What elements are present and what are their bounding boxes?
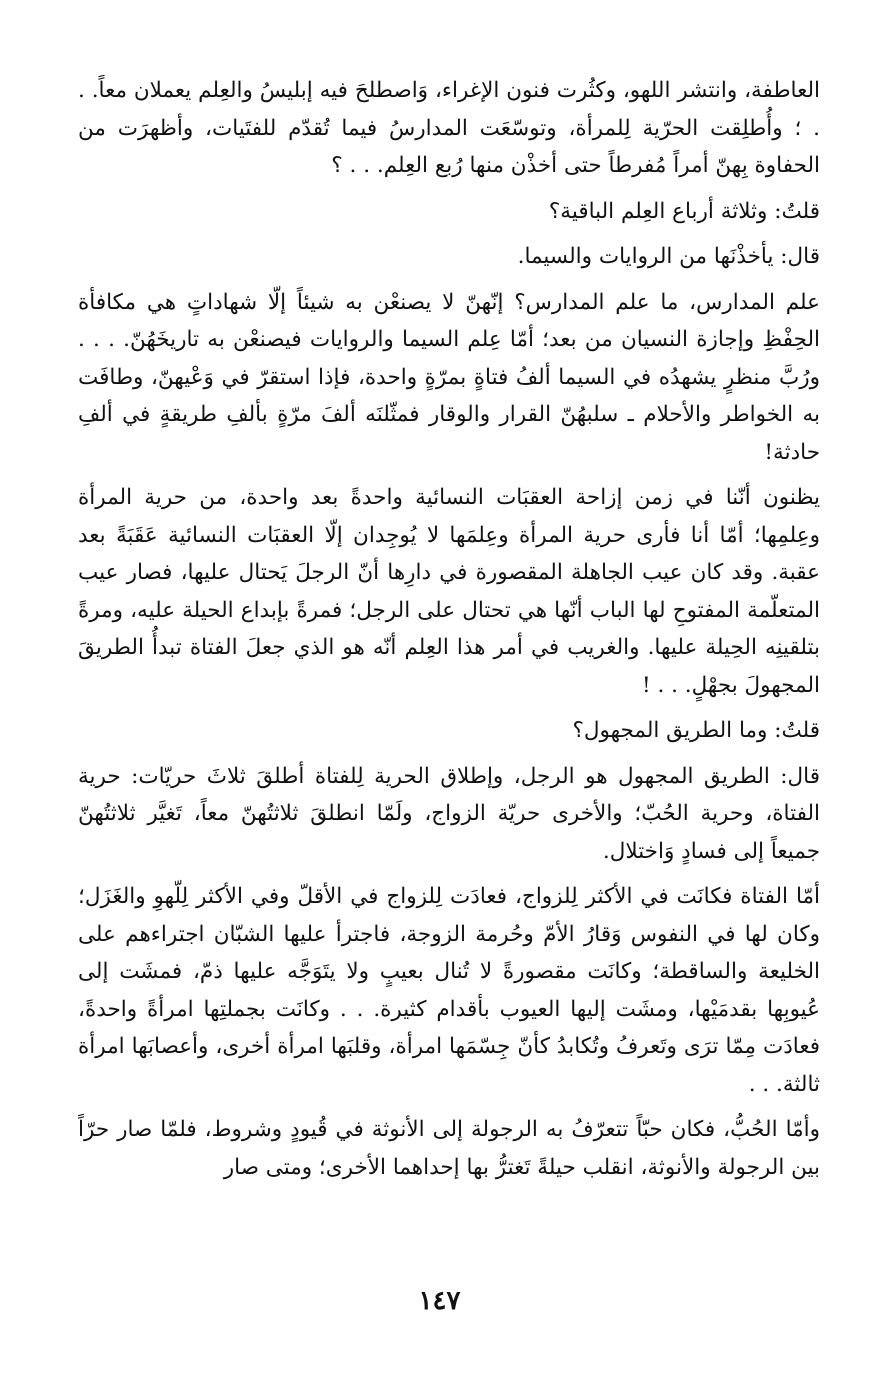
paragraph-8: أمّا الفتاة فكانَت في الأكثر لِلزواج، فعادَت لِلزواج في الأقلّ وفي الأكثر لِلّهوِ والغَزَل؛ وكان لها في النفوس وَقارُ الأمّ وحُرمة الزوجة، فاجترأ عليها الشبّان اجتراءهم على الخليعة والساقطة؛ وكانَت مقصورةً لا تُنال بعيبٍ ولا يتَوَجَّه عليها ذمّ، فمشَت إلى عُيوبِها بقدمَيْها، ومشَت إليها العيوب بأقدام كثيرة. . . وكانَت بجملتِها امرأةً واحدةً، فعادَت مِمّا ترَى وتَعرفُ وتُكابدُ كأنّ جِسّمَها امرأة، وقلبَها امرأة أخرى، وأعصابَها امرأة ثالثة. . . <box>78 884 820 1097</box>
paragraph-3: قال: يأخذْنَها من الروايات والسيما. <box>517 244 820 269</box>
paragraph-7: قال: الطريق المجهول هو الرجل، وإطلاق الحرية لِلفتاة أطلقَ ثلاثَ حريّات: حرية الفتاة، وحرية الحُبّ؛ والأخرى حريّة الزواج، ولَمّا انطلقَ ثلاثتُهنّ معاً، تَغيَّر ثلاثتُهنّ جميعاً إلى فسادٍ وَاختلال. <box>78 763 820 864</box>
page-number: ١٤٧ <box>418 1286 461 1316</box>
paragraph-2: قلتُ: وثلاثة أرباع العِلم الباقية؟ <box>548 198 820 224</box>
paragraph-4: علم المدارس، ما علم المدارس؟ إنّهنّ لا يصنعْن به شيئاً إلّا شهاداتٍ هي مكافأة الحِفْظِ وإجازة النسيان من بعد؛ أمّا عِلم السيما والروايات فيصنعْن به تاريخَهُنّ. . . . ورُبَّ منظرٍ يشهدُه في السيما ألفُ فتاةٍ بمرّةٍ واحدة، فإذا استقرّ في وَعْيهنّ، وطافَت به الخواطر والأحلام ـ سلبهُنّ القرار والوقار فمثّلنَه ألفَ مرّةٍ بألفِ طريقةٍ في ألفِ حادثة! <box>78 289 820 465</box>
paragraph-1: العاطفة، وانتشر اللهو، وكثُرت فنون الإغراء، وَاصطلحَ فيه إبليسُ والعِلم يعملان معاً. . . ؛ وأُطلِقت الحرّية لِلمرأة، وتوسّعَت المدارسُ فيما تُقدّم للفتَيات، وأظهرَت من الحفاوة بِهنّ أمراً مُفرطاً حتى أخذْن منها رُبع العِلم. . . ؟ <box>78 78 820 178</box>
page-body <box>78 72 820 1186</box>
paragraph-5: يظنون أنّنا في زمن إزاحة العقبَات النسائية واحدةً بعد واحدة، من حرية المرأة وعِلمِها؛ أمّا أنا فأرى حرية المرأة وعِلمَها لا يُوجِدان إلّا العقبَات النسائية عَقَبَةً بعد عقبة. وقد كان عيب الجاهلة المقصورة في دارِها أنّ الرجلَ يَحتال عليها، فصار عيب المتعلّمة المفتوحِ لها الباب أنّها هي تحتال على الرجل؛ فمرةً بإبداع الحيلة عليه، ومرةً بتلقينِه الحِيلة عليها. والغريب في أمر هذا العِلم أنّه هو الذي جعلَ الفتاة تبدأُ الطريقَ المجهولَ بجهْلٍ. . . ! <box>78 485 820 698</box>
paragraph-6: قلتُ: وما الطريق المجهول؟ <box>572 718 820 743</box>
paragraph-9: وأمّا الحُبُّ، فكان حبّاً تتعرّفُ به الرجولة إلى الأنوثة في قُيودٍ وشروط، فلمّا صار حرّاً بين الرجولة والأنوثة، انقلب حيلةً تَغترُّ بها إحداهما الأخرى؛ ومتى صار <box>78 1117 820 1180</box>
